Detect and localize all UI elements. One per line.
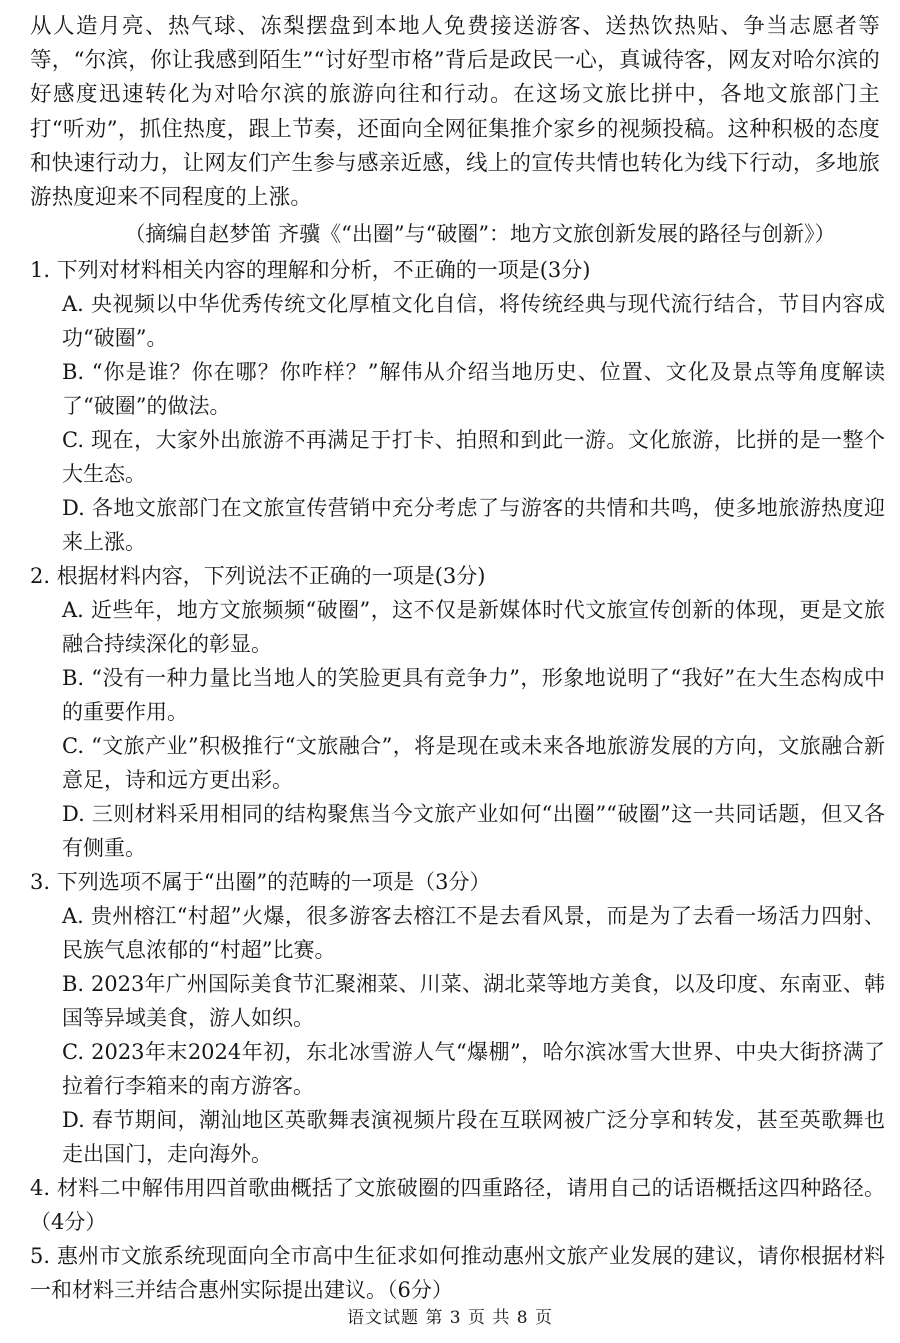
question-2-stem: 2. 根据材料内容，下列说法不正确的一项是(3分) [30, 564, 486, 588]
question-2-option-a: A. 近些年，地方文旅频频“破圈”，这不仅是新媒体时代文旅宣传创新的体现，更是文旅融合持续深化的彰显。 [62, 598, 885, 656]
question-4: 4. 材料二中解伟用四首歌曲概括了文旅破圈的四重路径，请用自己的话语概括这四种路径。（4分） [30, 1176, 885, 1234]
question-3-option-b: B. 2023年广州国际美食节汇聚湘菜、川菜、湖北菜等地方美食，以及印度、东南亚、韩国等异域美食，游人如织。 [62, 972, 885, 1030]
question-5: 5. 惠州市文旅系统现面向全市高中生征求如何推动惠州文旅产业发展的建议，请你根据材料一和材料三并结合惠州实际提出建议。（6分） [30, 1244, 885, 1302]
question-1-option-b: B. “你是谁？你在哪？你咋样？”解伟从介绍当地历史、位置、文化及景点等角度解读了“破圈”的做法。 [62, 360, 885, 418]
source-citation: （摘编自赵梦笛 齐骥《“出圈”与“破圈”：地方文旅创新发展的路径与创新》） [124, 222, 836, 246]
question-3-stem: 3. 下列选项不属于“出圈”的范畴的一项是（3分） [30, 870, 491, 894]
question-3-option-c: C. 2023年末2024年初，东北冰雪游人气“爆棚”，哈尔滨冰雪大世界、中央大街挤满了拉着行李箱来的南方游客。 [62, 1040, 885, 1098]
question-2-option-c: C. “文旅产业”积极推行“文旅融合”，将是现在或未来各地旅游发展的方向，文旅融合新意足，诗和远方更出彩。 [62, 734, 885, 792]
question-2-option-b: B. “没有一种力量比当地人的笑脸更具有竞争力”，形象地说明了“我好”在大生态构成中的重要作用。 [62, 666, 885, 724]
question-1-option-c: C. 现在，大家外出旅游不再满足于打卡、拍照和到此一游。文化旅游，比拼的是一整个大生态。 [62, 428, 885, 486]
question-3-option-a: A. 贵州榕江“村超”火爆，很多游客去榕江不是去看风景，而是为了去看一场活力四射、民族气息浓郁的“村超”比赛。 [62, 904, 885, 962]
question-1-stem: 1. 下列对材料相关内容的理解和分析，不正确的一项是(3分) [30, 258, 591, 282]
question-1-option-d: D. 各地文旅部门在文旅宣传营销中充分考虑了与游客的共情和共鸣，使多地旅游热度迎来上涨。 [62, 496, 885, 554]
intro-paragraph: 从人造月亮、热气球、冻梨摆盘到本地人免费接送游客、送热饮热贴、争当志愿者等等，“尔滨，你让我感到陌生”“讨好型市格”背后是政民一心，真诚待客，网友对哈尔滨的好感度迅速转化为对哈尔滨的旅游向往和行动。在这场文旅比拼中，各地文旅部门主打“听劝”，抓住热度，跟上节奏，还面向全网征集推介家乡的视频投稿。这种积极的态度和快速行动力，让网友们产生参与感亲近感，线上的宣传共情也转化为线下行动，多地旅游热度迎来不同程度的上涨。 [30, 14, 880, 211]
question-1-option-a: A. 央视频以中华优秀传统文化厚植文化自信，将传统经典与现代流行结合，节目内容成功“破圈”。 [62, 292, 885, 350]
question-2-option-d: D. 三则材料采用相同的结构聚焦当今文旅产业如何“出圈”“破圈”这一共同话题，但又各有侧重。 [62, 802, 885, 860]
question-3-option-d: D. 春节期间，潮汕地区英歌舞表演视频片段在互联网被广泛分享和转发，甚至英歌舞也走出国门，走向海外。 [62, 1108, 885, 1166]
page-footer: 语文试题 第 3 页 共 8 页 [346, 1308, 554, 1328]
